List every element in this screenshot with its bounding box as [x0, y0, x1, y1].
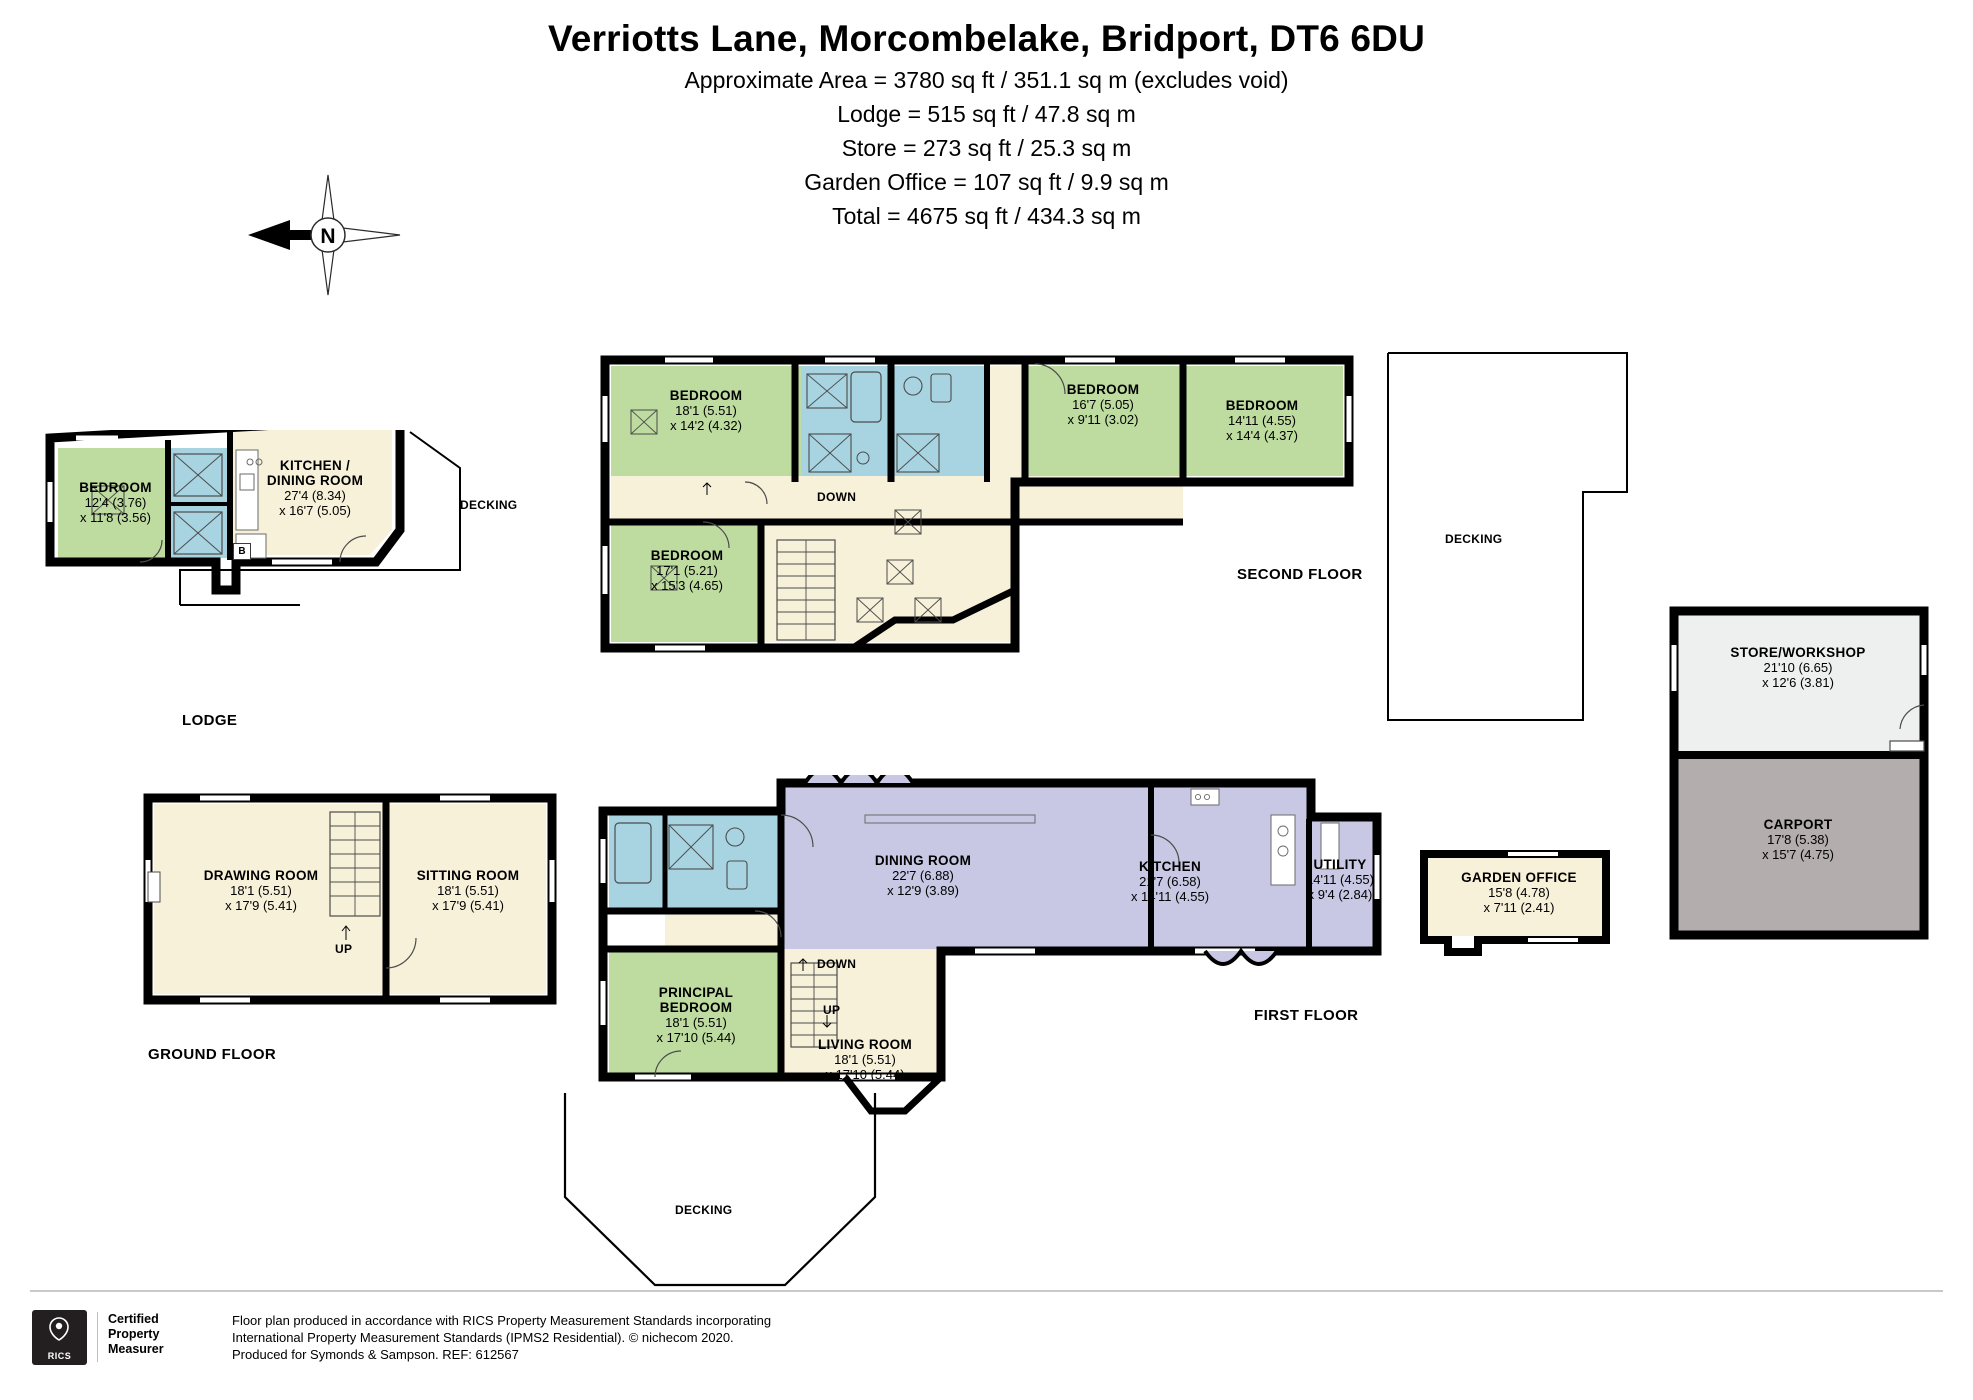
area-line-1: Approximate Area = 3780 sq ft / 351.1 sq m (excludes void): [684, 67, 1289, 93]
room-name: GARDEN OFFICE: [1461, 870, 1577, 885]
room-label-lodge-kitchen-dining: [240, 458, 390, 518]
room-dim-1: 17'1 (5.21): [656, 563, 718, 578]
room-label-carport: [1698, 817, 1898, 862]
ground-floor-floorplan: [140, 790, 570, 1020]
down-label-second-floor: DOWN: [817, 490, 857, 504]
area-line-2: Lodge = 515 sq ft / 47.8 sq m: [837, 101, 1136, 127]
room-label-kitchen: [1085, 859, 1255, 904]
room-dim-1: 18'1 (5.51): [230, 883, 292, 898]
second-floor-floorplan: [595, 350, 1385, 725]
room-dim-2: x 14'2 (4.32): [670, 418, 742, 433]
decking-area-ground: [555, 1085, 1035, 1295]
room-dim-1: 18'1 (5.51): [834, 1052, 896, 1067]
decking-area-second: [1387, 352, 1637, 762]
area-line-4: Garden Office = 107 sq ft / 9.9 sq m: [804, 169, 1169, 195]
footer-divider: [30, 1290, 1943, 1292]
up-label-ground-floor: UP: [335, 942, 353, 956]
room-dim-2: x 14'4 (4.37): [1226, 428, 1298, 443]
room-label-dining-room: [833, 853, 1013, 898]
outbuilding-store-carport: [1668, 605, 1938, 950]
room-label-drawing-room: [176, 868, 346, 913]
area-line-5: Total = 4675 sq ft / 434.3 sq m: [832, 203, 1141, 229]
footer: [0, 1290, 1973, 1400]
room-name: BEDROOM: [669, 388, 743, 403]
room-name: UTILITY: [1313, 857, 1367, 872]
footer-disclaimer: [232, 1312, 771, 1363]
room-name: SITTING ROOM: [416, 868, 520, 883]
footer-line-2: International Property Measurement Standards (IPMS2 Residential). © nichecom 2020.: [232, 1330, 734, 1345]
area-line-3: Store = 273 sq ft / 25.3 sq m: [841, 135, 1132, 161]
room-name: STORE/WORKSHOP: [1730, 645, 1866, 660]
certified-property-measurer: [97, 1312, 164, 1362]
decking-label-lodge: DECKING: [460, 498, 518, 512]
room-name: PRINCIPAL: [658, 985, 734, 1000]
room-dim-1: 16'7 (5.05): [1072, 397, 1134, 412]
room-name-2: BEDROOM: [659, 1000, 733, 1015]
page-title: Verriotts Lane, Morcombelake, Bridport, DT6 6DU: [547, 18, 1426, 59]
boiler-marker: B: [233, 543, 251, 560]
room-dim-1: 21'7 (6.58): [1139, 874, 1201, 889]
floor-label-first: FIRST FLOOR: [1254, 1007, 1359, 1024]
decking-label-ground: DECKING: [675, 1203, 733, 1217]
room-label-living-room: [787, 1037, 943, 1082]
rics-wordmark: RICS: [47, 1351, 72, 1361]
up-label-first-floor: UP: [823, 1003, 841, 1017]
room-dim-2: x 16'7 (5.05): [279, 503, 351, 518]
room-name: BEDROOM: [79, 480, 152, 495]
room-dim-2: x 9'4 (2.84): [1307, 887, 1373, 902]
room-dim-2: x 12'6 (3.81): [1762, 675, 1834, 690]
floor-label-lodge: LODGE: [182, 712, 238, 729]
room-dim-1: 12'4 (3.76): [84, 495, 147, 510]
room-label-bedroom-4: [613, 548, 761, 593]
room-dim-2: x 17'9 (5.41): [432, 898, 504, 913]
room-dim-2: x 7'11 (2.41): [1483, 900, 1555, 915]
cert-line-2: Property: [108, 1327, 160, 1341]
floor-label-second: SECOND FLOOR: [1237, 566, 1363, 583]
room-dim-1: 15'8 (4.78): [1488, 885, 1550, 900]
room-dim-1: 21'10 (6.65): [1763, 660, 1833, 675]
room-name-2: DINING ROOM: [266, 473, 364, 488]
room-label-garden-office: [1442, 870, 1596, 915]
room-dim-2: x 17'10 (5.44): [825, 1067, 905, 1082]
room-dim-2: x 12'9 (3.89): [887, 883, 959, 898]
room-name: KITCHEN /: [279, 458, 351, 473]
room-dim-2: x 15'3 (4.65): [651, 578, 723, 593]
room-dim-2: x 15'7 (4.75): [1762, 847, 1834, 862]
room-dim-1: 14'11 (4.55): [1227, 413, 1296, 428]
room-dim-1: 18'1 (5.51): [665, 1015, 727, 1030]
down-label-first-floor: DOWN: [817, 957, 857, 971]
room-label-bedroom-2: [1027, 382, 1179, 427]
room-name: BEDROOM: [1066, 382, 1140, 397]
room-label-lodge-bedroom: [63, 480, 168, 525]
room-label-bedroom-1: [631, 388, 781, 433]
room-dim-1: 22'7 (6.88): [892, 868, 954, 883]
room-dim-1: 14'11 (4.55): [1305, 872, 1374, 887]
room-label-store-workshop: [1698, 645, 1898, 690]
room-dim-2: x 17'9 (5.41): [225, 898, 297, 913]
floor-label-ground: GROUND FLOOR: [148, 1046, 277, 1063]
room-name: DINING ROOM: [874, 853, 972, 868]
room-name: DRAWING ROOM: [203, 868, 319, 883]
room-dim-2: x 9'11 (3.02): [1067, 412, 1139, 427]
compass-rose: [248, 170, 408, 300]
room-dim-2: x 17'10 (5.44): [656, 1030, 736, 1045]
room-name: LIVING ROOM: [817, 1037, 913, 1052]
room-dim-1: 18'1 (5.51): [437, 883, 499, 898]
room-name: KITCHEN: [1138, 859, 1202, 874]
footer-line-3: Produced for Symonds & Sampson. REF: 612567: [232, 1347, 519, 1362]
room-dim-1: 17'8 (5.38): [1767, 832, 1829, 847]
room-name: CARPORT: [1763, 817, 1833, 832]
rics-logo: [32, 1310, 87, 1365]
room-dim-1: 18'1 (5.51): [675, 403, 737, 418]
room-name: BEDROOM: [650, 548, 724, 563]
compass-north-letter: N: [320, 225, 336, 248]
room-dim-1: 27'4 (8.34): [284, 488, 346, 503]
room-label-principal-bedroom: [617, 985, 775, 1045]
room-label-sitting-room: [390, 868, 546, 913]
room-label-bedroom-3: [1183, 398, 1341, 443]
room-dim-2: x 11'8 (3.56): [80, 510, 151, 525]
room-label-utility: [1285, 857, 1395, 902]
cert-line-3: Measurer: [108, 1342, 164, 1356]
footer-line-1: Floor plan produced in accordance with RICS Property Measurement Standards incorporating: [232, 1313, 772, 1328]
garden-office-plan: [1418, 848, 1618, 968]
decking-label-second: DECKING: [1445, 532, 1503, 546]
cert-line-1: Certified: [108, 1312, 159, 1326]
lodge-floorplan: [40, 430, 540, 645]
room-dim-2: x 14'11 (4.55): [1130, 889, 1210, 904]
room-name: BEDROOM: [1225, 398, 1299, 413]
